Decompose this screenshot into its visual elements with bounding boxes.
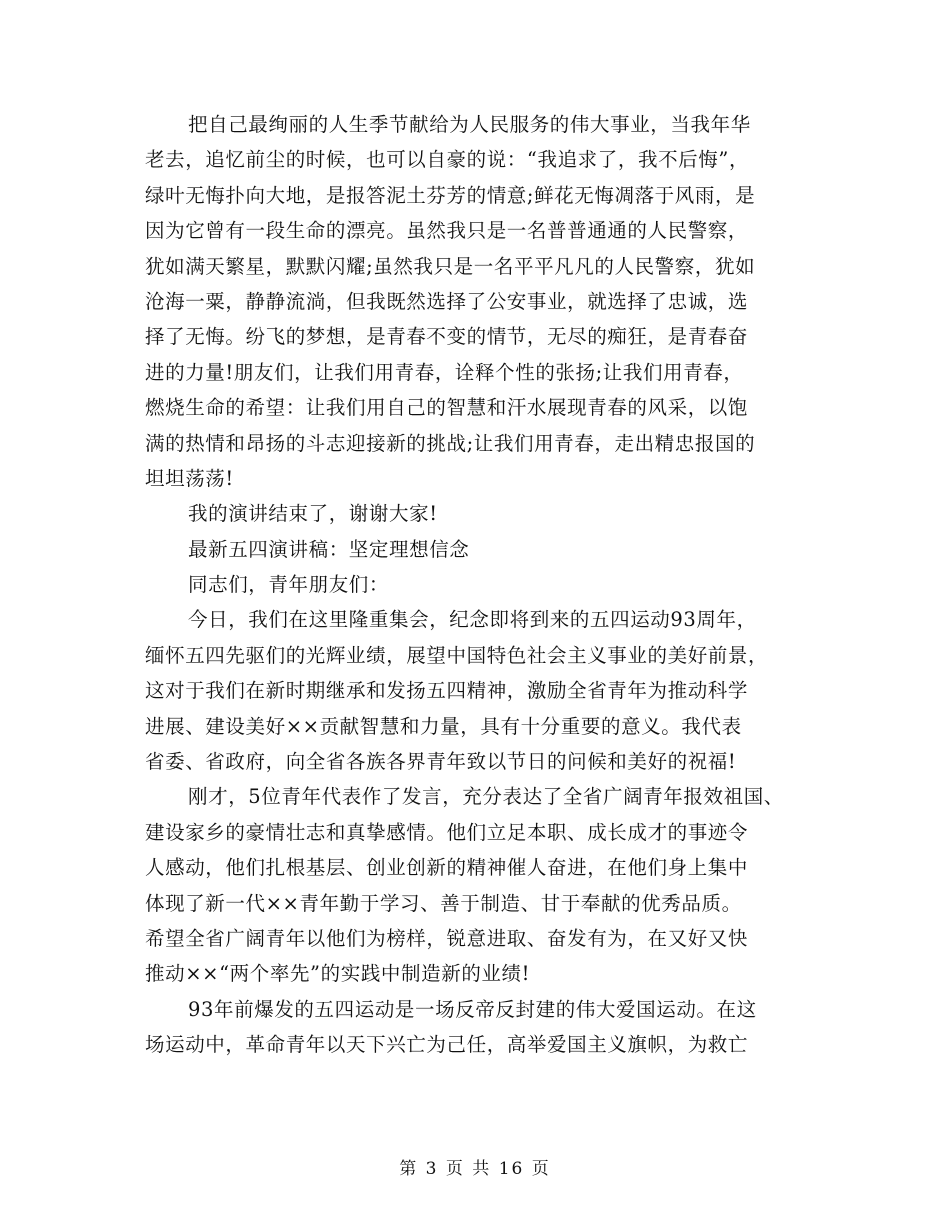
text-line: 缅怀五四先驱们的光辉业绩，展望中国特色社会主义事业的美好前景， — [145, 643, 769, 667]
text-line: 今日，我们在这里隆重集会，纪念即将到来的五四运动93周年， — [188, 608, 757, 632]
text-line: 燃烧生命的希望：让我们用自己的智慧和汗水展现青春的风采，以饱 — [145, 396, 749, 420]
text-line: 坦坦荡荡! — [145, 466, 234, 490]
text-line: 同志们，青年朋友们： — [188, 573, 390, 597]
text-line: 最新五四演讲稿：坚定理想信念 — [188, 537, 470, 561]
text-line: 进展、建设美好××贡献智慧和力量，具有十分重要的意义。我代表 — [145, 714, 742, 738]
text-line: 把自己最绚丽的人生季节献给为人民服务的伟大事业，当我年华 — [188, 113, 751, 136]
text-line: 省委、省政府，向全省各族各界青年致以节日的问候和美好的祝福! — [145, 750, 737, 774]
text-line: 这对于我们在新时期继承和发扬五四精神，激励全省青年为推动科学 — [145, 679, 749, 703]
text-line: 因为它曾有一段生命的漂亮。虽然我只是一名普普通通的人民警察， — [145, 219, 749, 243]
text-line: 人感动，他们扎根基层、创业创新的精神催人奋进，在他们身上集中 — [145, 856, 749, 880]
text-line: 推动××“两个率先”的实践中制造新的业绩! — [145, 962, 531, 986]
text-line: 沧海一粟，静静流淌，但我既然选择了公安事业，就选择了忠诚，选 — [145, 289, 749, 313]
text-line: 刚才，5位青年代表作了发言，充分表达了全省广阔青年报效祖国、 — [188, 785, 784, 809]
text-line: 犹如满天繁星，默默闪耀;虽然我只是一名平平凡凡的人民警察，犹如 — [145, 254, 756, 278]
text-line: 我的演讲结束了，谢谢大家! — [188, 502, 438, 526]
text-line: 建设家乡的豪情壮志和真挚感情。他们立足本职、成长成才的事迹令 — [145, 820, 749, 844]
text-line: 绿叶无悔扑向大地，是报答泥土芬芳的情意;鲜花无悔凋落于风雨，是 — [145, 183, 756, 207]
text-line: 择了无悔。纷飞的梦想，是青春不变的情节，无尽的痴狂，是青春奋 — [145, 325, 749, 349]
page-number-footer: 第 3 页 共 16 页 — [399, 1159, 551, 1179]
text-line: 场运动中，革命青年以天下兴亡为己任，高举爱国主义旗帜，为救亡 — [145, 1033, 749, 1057]
text-line: 93年前爆发的五四运动是一场反帝反封建的伟大爱国运动。在这 — [188, 997, 757, 1021]
text-line: 老去，追忆前尘的时候，也可以自豪的说：“我追求了，我不后悔”， — [145, 148, 750, 172]
text-line: 满的热情和昂扬的斗志迎接新的挑战;让我们用青春，走出精忠报国的 — [145, 431, 756, 455]
text-line: 进的力量!朋友们，让我们用青春，诠释个性的张扬;让我们用青春， — [145, 360, 744, 384]
body-text — [145, 107, 815, 1063]
text-line: 体现了新一代××青年勤于学习、善于制造、甘于奉献的优秀品质。 — [145, 891, 742, 915]
text-line: 希望全省广阔青年以他们为榜样，锐意进取、奋发有为，在又好又快 — [145, 926, 749, 950]
